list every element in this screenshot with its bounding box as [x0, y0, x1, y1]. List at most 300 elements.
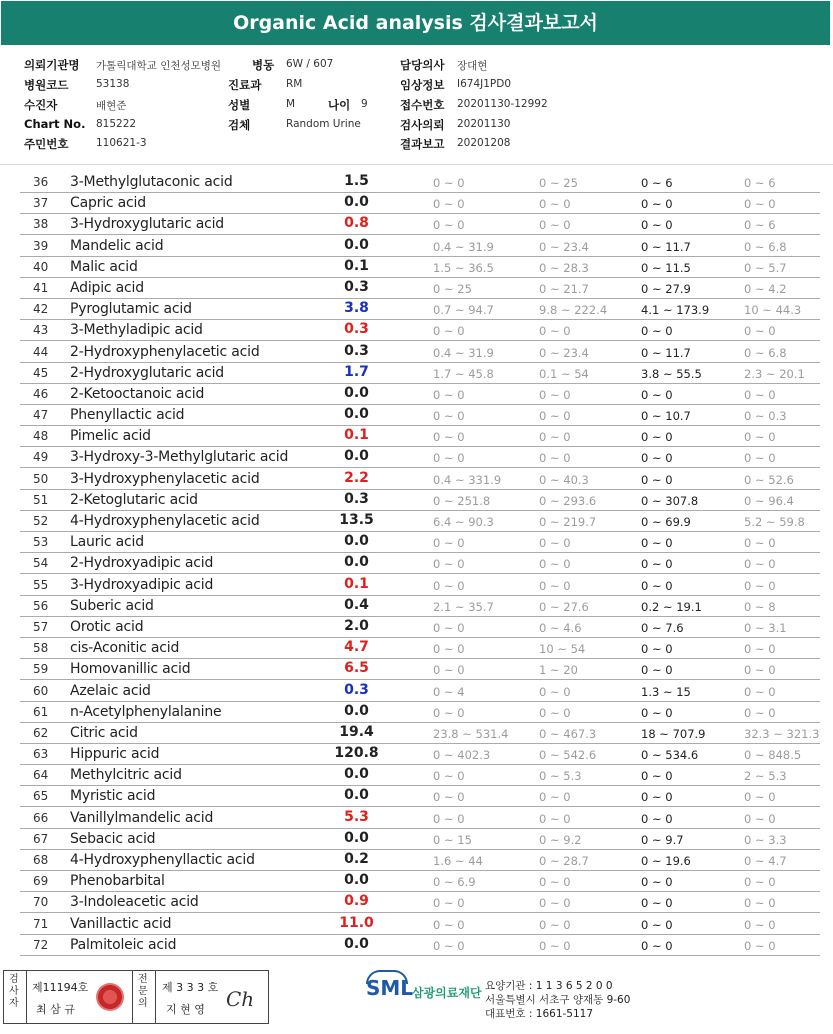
reference-range-1: 0 ~ 0 — [433, 176, 465, 190]
table-row — [0, 935, 833, 956]
request-value: 20201130 — [457, 118, 511, 130]
result-value: 0.3 — [344, 278, 369, 295]
result-value: 0.0 — [344, 829, 369, 846]
table-row — [0, 702, 833, 723]
report-value: 20201208 — [457, 137, 511, 149]
code-value: 53138 — [96, 78, 130, 90]
reference-range-3: 0 ~ 0 — [641, 790, 673, 805]
reference-range-4: 0 ~ 0 — [744, 557, 776, 572]
row-number: 59 — [33, 662, 49, 677]
reference-range-2: 0 ~ 0 — [539, 578, 571, 593]
result-value: 13.5 — [339, 512, 374, 528]
reference-range-4: 0 ~ 4.7 — [744, 854, 787, 868]
acid-name: Myristic acid — [70, 788, 156, 805]
row-number: 40 — [33, 259, 49, 274]
table-row — [0, 405, 833, 426]
row-number: 53 — [33, 535, 49, 550]
result-value: 0.0 — [344, 236, 369, 253]
dept-label: 진료과 — [228, 78, 262, 92]
foundation-name: 삼광의료재단 — [412, 986, 482, 1000]
reference-range-3: 0 ~ 0 — [641, 769, 673, 784]
table-row — [0, 299, 833, 320]
reference-range-2: 0 ~ 0 — [539, 917, 571, 932]
acid-name: Hippuric acid — [70, 746, 160, 763]
reference-range-3: 1.3 ~ 15 — [641, 684, 691, 699]
result-value: 0.0 — [344, 194, 369, 211]
table-row — [0, 617, 833, 638]
reference-range-3: 0 ~ 11.7 — [641, 345, 691, 360]
acid-name: Homovanillic acid — [70, 661, 191, 678]
row-number: 49 — [33, 450, 49, 465]
sex-label: 성별 — [228, 98, 251, 112]
table-row — [0, 172, 833, 193]
row-number: 65 — [33, 789, 49, 804]
row-number: 41 — [33, 280, 49, 295]
result-value: 11.0 — [339, 914, 374, 931]
reference-range-3: 0 ~ 0 — [641, 324, 673, 339]
phone: 대표번호 : 1661-5117 — [485, 1008, 594, 1020]
reference-range-1: 0 ~ 0 — [433, 811, 465, 826]
result-value: 0.3 — [344, 681, 369, 698]
reference-range-1: 1.7 ~ 45.8 — [433, 366, 494, 381]
reference-range-1: 0 ~ 0 — [433, 536, 465, 551]
table-row — [0, 786, 833, 807]
reference-range-4: 0 ~ 5.7 — [744, 260, 787, 275]
reference-range-2: 0 ~ 25 — [539, 176, 578, 190]
hospital-label: 의뢰기관명 — [24, 58, 80, 72]
reference-range-3: 0 ~ 307.8 — [641, 493, 699, 508]
reference-range-2: 0 ~ 219.7 — [539, 515, 597, 529]
reference-range-3: 0 ~ 0 — [641, 197, 673, 212]
result-value: 0.8 — [344, 215, 369, 232]
reference-range-1: 0.4 ~ 31.9 — [433, 345, 494, 360]
patient-info-header — [0, 46, 833, 165]
reference-range-4: 0 ~ 6.8 — [744, 345, 787, 360]
row-number: 47 — [33, 408, 49, 423]
acid-name: 3-Hydroxyadipic acid — [70, 576, 214, 593]
reference-range-2: 0 ~ 542.6 — [539, 748, 597, 763]
reference-range-2: 0 ~ 0 — [539, 324, 571, 339]
result-value: 0.0 — [344, 787, 369, 804]
table-row — [0, 871, 833, 892]
result-value: 2.0 — [344, 617, 369, 634]
reference-range-3: 0 ~ 27.9 — [641, 281, 691, 296]
reference-range-2: 0 ~ 0 — [539, 557, 571, 572]
reference-range-1: 0 ~ 0 — [433, 557, 465, 572]
reference-range-2: 0 ~ 0 — [539, 430, 571, 445]
reference-range-1: 0 ~ 0 — [433, 705, 465, 720]
reference-range-2: 0 ~ 27.6 — [539, 599, 589, 614]
result-value: 0.2 — [344, 851, 369, 867]
result-value: 3.8 — [344, 300, 369, 317]
row-number: 68 — [33, 853, 49, 867]
signature: Ch — [226, 987, 255, 1011]
result-value: 19.4 — [339, 723, 374, 740]
dept-value: RM — [286, 78, 303, 90]
reference-range-2: 0 ~ 467.3 — [539, 726, 597, 741]
reference-range-3: 0 ~ 10.7 — [641, 409, 691, 424]
acid-name: cis-Aconitic acid — [70, 640, 180, 657]
acid-name: 4-Hydroxyphenylacetic acid — [70, 513, 260, 529]
reference-range-3: 0 ~ 0 — [641, 663, 673, 678]
clinical-label: 임상정보 — [400, 78, 445, 92]
reference-range-1: 1.5 ~ 36.5 — [433, 260, 494, 275]
acid-name: Adipic acid — [70, 279, 144, 296]
reference-range-2: 0 ~ 28.3 — [539, 260, 589, 275]
acid-name: 3-Methylglutaconic acid — [70, 174, 233, 190]
reference-range-2: 0 ~ 0 — [539, 938, 571, 953]
reference-range-1: 0.4 ~ 31.9 — [433, 239, 494, 254]
reference-range-3: 0 ~ 6 — [641, 176, 673, 190]
result-value: 0.3 — [344, 321, 369, 338]
reference-range-4: 0 ~ 96.4 — [744, 493, 794, 508]
reference-range-2: 0 ~ 0 — [539, 684, 571, 699]
reference-range-4: 0 ~ 3.1 — [744, 620, 787, 635]
row-number: 45 — [33, 365, 49, 380]
reference-range-4: 10 ~ 44.3 — [744, 303, 802, 318]
reference-range-1: 0 ~ 6.9 — [433, 875, 476, 890]
reference-range-1: 0 ~ 0 — [433, 430, 465, 445]
patient-label: 수진자 — [24, 98, 58, 112]
reference-range-4: 0 ~ 0 — [744, 875, 776, 890]
reference-range-1: 0 ~ 0 — [433, 197, 465, 212]
reference-range-1: 0 ~ 0 — [433, 938, 465, 953]
age-label: 나이 — [328, 98, 351, 112]
reference-range-3: 0 ~ 0 — [641, 917, 673, 932]
result-value: 0.0 — [344, 533, 369, 550]
row-number: 72 — [33, 937, 49, 952]
reference-range-4: 0 ~ 0 — [744, 430, 776, 445]
table-row — [0, 575, 833, 596]
row-number: 46 — [33, 386, 49, 401]
table-row — [0, 214, 833, 235]
result-value: 2.2 — [344, 469, 369, 486]
reference-range-3: 0 ~ 0 — [641, 896, 673, 911]
row-number: 37 — [33, 196, 49, 211]
acid-name: 3-Hydroxyglutaric acid — [70, 216, 224, 233]
table-row — [0, 278, 833, 299]
reference-range-1: 0 ~ 0 — [433, 387, 465, 402]
reference-range-1: 0 ~ 0 — [433, 578, 465, 593]
acid-name: 3-Hydroxyphenylacetic acid — [70, 470, 260, 487]
reference-range-1: 0 ~ 0 — [433, 790, 465, 805]
row-number: 61 — [33, 704, 49, 719]
table-row — [0, 744, 833, 765]
age-value: 9 — [361, 98, 368, 110]
table-row — [0, 638, 833, 659]
reference-range-2: 0 ~ 0 — [539, 409, 571, 424]
reference-range-1: 0 ~ 0 — [433, 896, 465, 911]
table-row — [0, 532, 833, 553]
table-row — [0, 426, 833, 447]
result-value: 0.0 — [344, 384, 369, 401]
reference-range-4: 0 ~ 0 — [744, 811, 776, 826]
ward-value: 6W / 607 — [286, 58, 334, 70]
row-number: 66 — [33, 810, 49, 825]
report-footer — [0, 964, 833, 1034]
row-number: 38 — [33, 217, 49, 232]
reference-range-1: 23.8 ~ 531.4 — [433, 726, 509, 741]
row-number: 43 — [33, 323, 49, 338]
reference-range-3: 0 ~ 0 — [641, 705, 673, 720]
acid-name: Palmitoleic acid — [70, 936, 177, 953]
reference-range-3: 0 ~ 0 — [641, 218, 673, 233]
result-value: 120.8 — [334, 745, 379, 762]
inspector-license: 제11194호 — [32, 981, 89, 994]
reference-range-4: 0 ~ 6 — [744, 218, 776, 233]
reference-range-3: 0 ~ 534.6 — [641, 748, 699, 763]
reference-range-2: 0 ~ 0 — [539, 451, 571, 466]
result-value: 1.5 — [344, 173, 369, 189]
reference-range-4: 0 ~ 0 — [744, 451, 776, 466]
reference-range-2: 0 ~ 23.4 — [539, 239, 589, 254]
table-row — [0, 469, 833, 490]
row-number: 69 — [33, 874, 49, 889]
reference-range-2: 0 ~ 5.3 — [539, 769, 582, 784]
row-number: 50 — [33, 471, 49, 486]
reference-range-2: 0 ~ 0 — [539, 197, 571, 212]
table-row — [0, 553, 833, 574]
reference-range-3: 0 ~ 7.6 — [641, 620, 684, 635]
reference-range-3: 0 ~ 11.7 — [641, 239, 691, 254]
acid-name: Malic acid — [70, 258, 138, 275]
reference-range-2: 0 ~ 0 — [539, 705, 571, 720]
table-row — [0, 193, 833, 214]
reference-range-4: 0 ~ 0 — [744, 642, 776, 657]
doctor-value: 장대현 — [457, 60, 488, 72]
reference-range-1: 0 ~ 0 — [433, 642, 465, 657]
chart-label: Chart No. — [24, 117, 86, 131]
reference-range-3: 0 ~ 0 — [641, 811, 673, 826]
reference-range-2: 0 ~ 0 — [539, 811, 571, 826]
reference-range-4: 0 ~ 0 — [744, 896, 776, 911]
reference-range-2: 0 ~ 0 — [539, 218, 571, 233]
acid-name: 2-Hydroxyphenylacetic acid — [70, 343, 260, 360]
acid-name: 3-Hydroxy-3-Methylglutaric acid — [70, 449, 289, 466]
reference-range-1: 0.7 ~ 94.7 — [433, 303, 494, 318]
result-value: 6.5 — [344, 660, 369, 677]
reference-range-1: 0 ~ 25 — [433, 281, 472, 296]
acid-name: Vanillylmandelic acid — [70, 809, 214, 826]
acid-name: 2-Hydroxyglutaric acid — [70, 364, 224, 381]
result-value: 0.4 — [344, 596, 369, 613]
reviewer-license: 제 3 3 3 호 — [162, 981, 219, 994]
reference-range-1: 0 ~ 0 — [433, 218, 465, 233]
row-number: 70 — [33, 895, 49, 910]
reference-range-2: 0 ~ 9.2 — [539, 832, 582, 847]
sex-value: M — [286, 98, 296, 110]
result-value: 0.9 — [344, 893, 369, 910]
address: 서울특별시 서초구 양재동 9-60 — [485, 994, 631, 1006]
reference-range-4: 0 ~ 0 — [744, 578, 776, 593]
reference-range-4: 0 ~ 0 — [744, 663, 776, 678]
receipt-value: 20201130-12992 — [457, 98, 548, 110]
resident-label: 주민번호 — [24, 137, 69, 151]
signature-box — [3, 970, 269, 1024]
reference-range-1: 0 ~ 0 — [433, 409, 465, 424]
acid-name: Lauric acid — [70, 534, 144, 551]
acid-name: Orotic acid — [70, 618, 144, 635]
reference-range-1: 0.4 ~ 331.9 — [433, 472, 502, 487]
table-row — [0, 808, 833, 829]
reference-range-4: 0 ~ 8 — [744, 599, 776, 614]
result-value: 4.7 — [344, 639, 369, 656]
row-number: 60 — [33, 683, 49, 698]
table-row — [0, 384, 833, 405]
reference-range-1: 0 ~ 0 — [433, 451, 465, 466]
reference-range-2: 0 ~ 0 — [539, 536, 571, 551]
reference-range-1: 0 ~ 0 — [433, 769, 465, 784]
result-value: 0.0 — [344, 406, 369, 423]
inspector-name: 최 삼 규 — [36, 1003, 75, 1016]
table-row — [0, 596, 833, 617]
reference-range-3: 0 ~ 0 — [641, 578, 673, 593]
code-label: 병원코드 — [24, 78, 69, 92]
reference-range-2: 0 ~ 28.7 — [539, 854, 589, 868]
row-number: 48 — [33, 429, 49, 444]
ward-label: 병동 — [252, 58, 275, 72]
acid-name: 3-Indoleacetic acid — [70, 894, 199, 911]
result-value: 0.0 — [344, 554, 369, 571]
acid-name: 4-Hydroxyphenyllactic acid — [70, 852, 255, 868]
reference-range-1: 6.4 ~ 90.3 — [433, 515, 494, 529]
reference-range-2: 0 ~ 40.3 — [539, 472, 589, 487]
reference-range-4: 0 ~ 0 — [744, 324, 776, 339]
row-divider — [20, 955, 820, 956]
acid-name: n-Acetylphenylalanine — [70, 703, 222, 720]
acid-name: Azelaic acid — [70, 682, 151, 699]
reference-range-1: 0 ~ 402.3 — [433, 748, 491, 763]
table-row — [0, 320, 833, 341]
reference-range-3: 0 ~ 0 — [641, 875, 673, 890]
reference-range-4: 0 ~ 6 — [744, 176, 776, 190]
clinical-value: I674J1PD0 — [457, 78, 512, 90]
result-value: 0.0 — [344, 448, 369, 465]
row-number: 57 — [33, 619, 49, 634]
care-code: 요양기관 : 1 1 3 6 5 2 0 0 — [485, 980, 613, 992]
reference-range-4: 0 ~ 0 — [744, 938, 776, 953]
acid-name: Capric acid — [70, 195, 146, 212]
reference-range-3: 0 ~ 69.9 — [641, 515, 691, 529]
table-row — [0, 892, 833, 913]
reference-range-4: 0 ~ 4.2 — [744, 281, 787, 296]
result-value: 0.1 — [344, 257, 369, 274]
acid-name: Methylcitric acid — [70, 767, 182, 784]
reference-range-1: 0 ~ 4 — [433, 684, 465, 699]
reference-range-3: 4.1 ~ 173.9 — [641, 303, 710, 318]
table-row — [0, 342, 833, 363]
report-title: Organic Acid analysis 검사결과보고서 — [1, 1, 830, 45]
result-value: 0.3 — [344, 342, 369, 359]
result-value: 5.3 — [344, 808, 369, 825]
table-row — [0, 914, 833, 935]
reference-range-2: 0.1 ~ 54 — [539, 366, 589, 381]
result-value: 0.0 — [344, 766, 369, 783]
table-row — [0, 829, 833, 850]
reviewer-vertical-label: 전문의 — [138, 974, 148, 1009]
reference-range-1: 2.1 ~ 35.7 — [433, 599, 494, 614]
reference-range-2: 0 ~ 21.7 — [539, 281, 589, 296]
reference-range-4: 2 ~ 5.3 — [744, 769, 787, 784]
report-label: 결과보고 — [400, 137, 445, 151]
reference-range-4: 0 ~ 52.6 — [744, 472, 794, 487]
reference-range-3: 0 ~ 0 — [641, 472, 673, 487]
request-label: 검사의뢰 — [400, 118, 445, 132]
reference-range-2: 0 ~ 0 — [539, 896, 571, 911]
reference-range-4: 0 ~ 6.8 — [744, 239, 787, 254]
table-row — [0, 723, 833, 744]
row-number: 36 — [33, 175, 49, 189]
acid-name: 2-Ketooctanoic acid — [70, 385, 205, 402]
specimen-value: Random Urine — [286, 118, 361, 130]
reference-range-4: 0 ~ 0 — [744, 917, 776, 932]
row-number: 55 — [33, 577, 49, 592]
reference-range-3: 0 ~ 0 — [641, 451, 673, 466]
reference-range-4: 2.3 ~ 20.1 — [744, 366, 805, 381]
reference-range-4: 0 ~ 0 — [744, 536, 776, 551]
reference-range-2: 1 ~ 20 — [539, 663, 578, 678]
row-number: 56 — [33, 598, 49, 613]
reference-range-2: 9.8 ~ 222.4 — [539, 303, 608, 318]
reference-range-4: 0 ~ 0 — [744, 705, 776, 720]
reference-range-3: 0 ~ 0 — [641, 938, 673, 953]
sml-logo: SML — [366, 976, 414, 1000]
acid-name: 3-Methyladipic acid — [70, 322, 203, 339]
reference-range-2: 10 ~ 54 — [539, 642, 586, 657]
result-value: 1.7 — [344, 363, 369, 380]
reference-range-1: 0 ~ 0 — [433, 324, 465, 339]
reference-range-2: 0 ~ 293.6 — [539, 493, 597, 508]
specimen-label: 검체 — [228, 118, 251, 132]
row-number: 39 — [33, 238, 49, 253]
reference-range-3: 0 ~ 0 — [641, 536, 673, 551]
table-row — [0, 363, 833, 384]
table-row — [0, 257, 833, 278]
reference-range-4: 0 ~ 3.3 — [744, 832, 787, 847]
reviewer-name: 지 현 영 — [166, 1003, 205, 1016]
reference-range-1: 0 ~ 0 — [433, 917, 465, 932]
reference-range-3: 0 ~ 0 — [641, 430, 673, 445]
reference-range-4: 5.2 ~ 59.8 — [744, 515, 805, 529]
table-row — [0, 659, 833, 680]
hospital-value: 가톨릭대학교 인천성모병원 — [96, 60, 222, 72]
reference-range-3: 0 ~ 9.7 — [641, 832, 684, 847]
acid-name: 2-Hydroxyadipic acid — [70, 555, 214, 572]
acid-name: Mandelic acid — [70, 237, 164, 254]
acid-name: Phenobarbital — [70, 873, 165, 890]
row-number: 71 — [33, 916, 49, 931]
reference-range-2: 0 ~ 0 — [539, 790, 571, 805]
doctor-label: 담당의사 — [400, 58, 445, 72]
reference-range-1: 0 ~ 251.8 — [433, 493, 491, 508]
reference-range-3: 0 ~ 0 — [641, 387, 673, 402]
reference-range-2: 0 ~ 4.6 — [539, 620, 582, 635]
reference-range-2: 0 ~ 0 — [539, 875, 571, 890]
row-number: 44 — [33, 344, 49, 359]
reference-range-1: 0 ~ 0 — [433, 663, 465, 678]
reference-range-4: 0 ~ 0.3 — [744, 409, 787, 424]
row-number: 52 — [33, 514, 49, 528]
row-number: 64 — [33, 768, 49, 783]
acid-name: Suberic acid — [70, 597, 154, 614]
acid-name: Citric acid — [70, 724, 138, 741]
acid-name: Sebacic acid — [70, 830, 156, 847]
row-number: 51 — [33, 492, 49, 507]
receipt-label: 접수번호 — [400, 98, 445, 112]
resident-value: 110621-3 — [96, 137, 147, 149]
result-value: 0.1 — [344, 575, 369, 592]
reference-range-3: 0 ~ 19.6 — [641, 854, 691, 868]
